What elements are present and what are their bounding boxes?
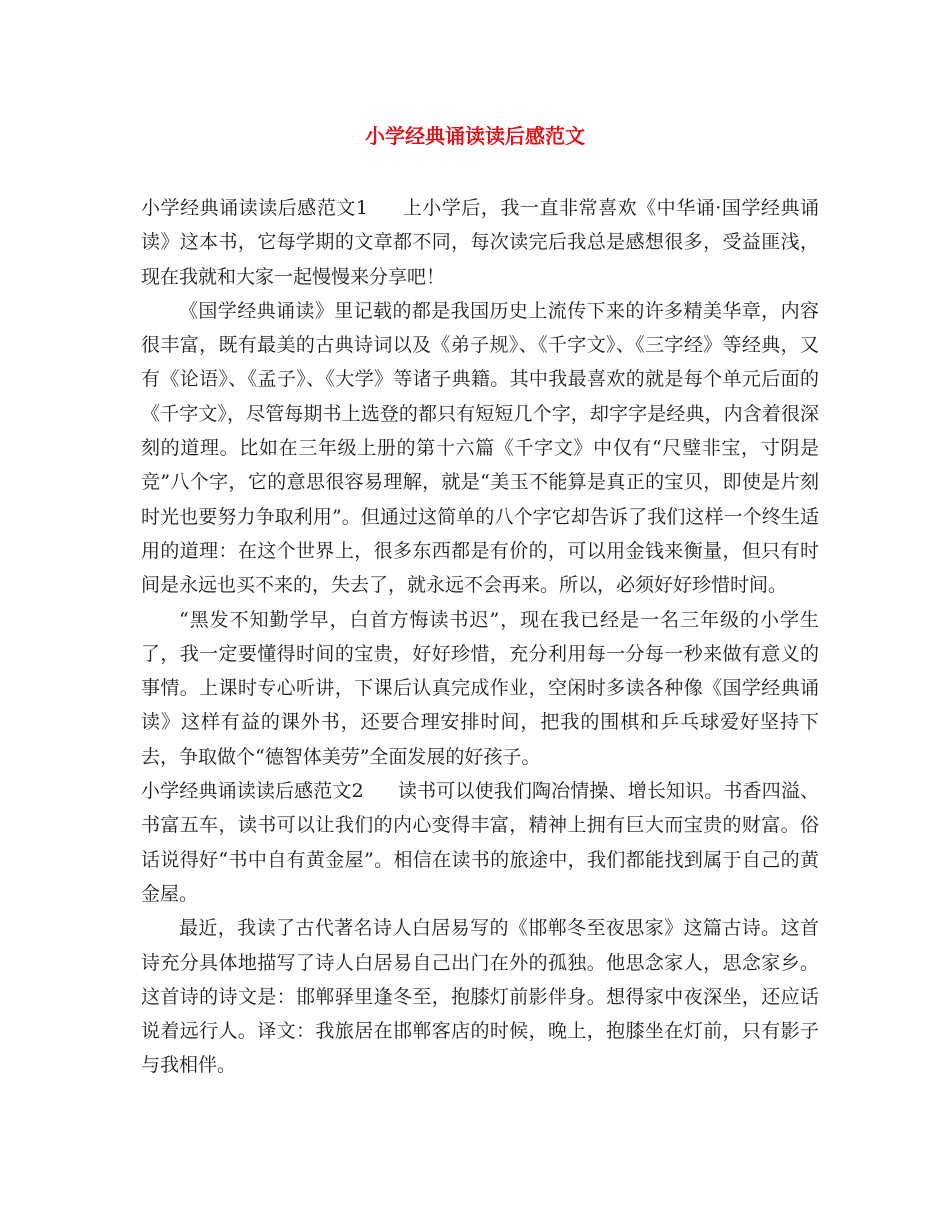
essay-2-heading: 小学经典诵读读后感范文2	[141, 780, 364, 803]
essay-2-first-paragraph: 读书可以使我们陶冶情操、增长知识。书香四溢、书富五车，读书可以让我们的内心变得丰富，精神上拥有巨大而宝贵的财富。俗话说得好“书中自有黄金屋”。相信在读书的旅途中，我们都能找到属于自己的黄金屋。	[141, 780, 819, 905]
document-title: 小学经典诵读读后感范文	[365, 124, 585, 148]
essay-1-first-paragraph: 上小学后，我一直非常喜欢《中华诵·国学经典诵读》这本书，它每学期的文章都不同，每次读完后我总是感想很多，受益匪浅，现在我就和大家一起慢慢来分享吧！	[141, 197, 819, 288]
essay-1-paragraph-1: 《国学经典诵读》里记载的都是我国历史上流传下来的许多精美华章，内容很丰富，既有最美的古典诗词以及《弟子规》、《千字文》、《三字经》等经典，又有《论语》、《孟子》、《大学》等诸子典籍。其中我最喜欢的就是每个单元后面的《千字文》，尽管每期书上选登的都只有短短几个字，却字字是经典，内含着很深刻的道理。比如在三年级上册的第十六篇《千字文》中仅有“尺璧非宝，寸阴是竞”八个字，它的意思很容易理解，就是“美玉不能算是真正的宝贝，即使是片刻时光也要努力争取利用”。但通过这简单的八个字它却告诉了我们这样一个终生适用的道理：在这个世界上，很多东西都是有价的，可以用金钱来衡量，但只有时间是永远也买不来的，失去了，就永远不会再来。所以，必须好好珍惜时间。	[141, 299, 819, 597]
essay-1-intro	[141, 191, 819, 294]
essay-1-heading: 小学经典诵读读后感范文1	[141, 197, 368, 219]
essay-2-paragraph-1: 最近，我读了古代著名诗人白居易写的《邯郸冬至夜思家》这篇古诗。这首诗充分具体地描写了诗人白居易自己出门在外的孤独。他思念家人，思念家乡。这首诗的诗文是：邯郸驿里逢冬至，抱膝灯前影伴身。想得家中夜深坐，还应话说着远行人。译文：我旅居在邯郸客店的时候，晚上，抱膝坐在灯前，只有影子与我相伴。	[141, 917, 819, 1077]
essay-2-intro	[141, 774, 819, 911]
document-body	[141, 191, 819, 1083]
essay-1-paragraph-2: “黑发不知勤学早，白首方悔读书迟”，现在我已经是一名三年级的小学生了，我一定要懂得时间的宝贵，好好珍惜，充分利用每一分每一秒来做有意义的事情。上课时专心听讲，下课后认真完成作业，空闲时多读各种像《国学经典诵读》这样有益的课外书，还要合理安排时间，把我的围棋和乒乓球爱好坚持下去，争取做个“德智体美劳”全面发展的好孩子。	[141, 608, 819, 768]
